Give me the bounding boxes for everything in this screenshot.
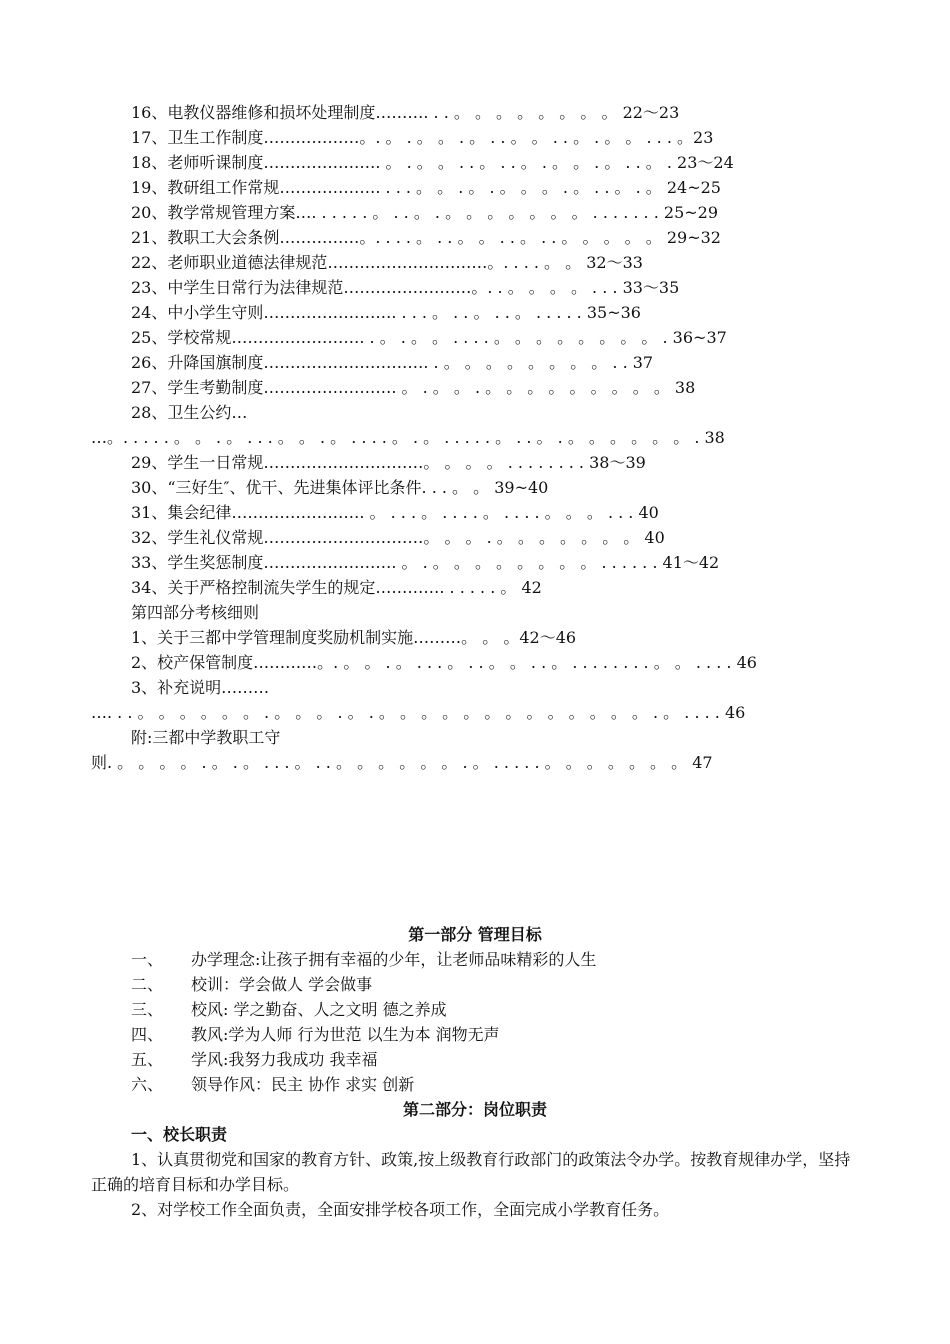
toc-entry: 3、补充说明………: [131, 678, 270, 697]
toc-entry: 19、教研组工作常规………………. . . . 。 。 . 。 . 。 。 。 . 。 . . 。 . 。 24~25: [131, 178, 721, 197]
goal-item: [0, 972, 950, 997]
toc-entry: 34、关于严格控制流失学生的规定…………. . . . . . 。 42: [131, 578, 542, 597]
toc-section-heading: 第四部分考核细则: [131, 603, 260, 622]
toc-entry: 29、学生一日常规…………………………。 。 。 。 . . . . . . . . 38～39: [131, 453, 646, 472]
toc-entry: 16、电教仪器维修和损坏处理制度………. . . 。 。 。 。 。 。 。 。 22～23: [131, 103, 680, 122]
toc-entry: 33、学生奖惩制度……………………. 。 . 。 。 。 。 。 。 。 。 . . . . . . 41～42: [131, 553, 720, 572]
part2-subtitle: 一、校长职责: [131, 1125, 228, 1144]
goal-text: 领导作风：民主 协作 求实 创新: [191, 1075, 415, 1094]
toc-entry: 25、学校常规……………………. . 。 . 。 。 . . . . 。 。 。 。 。 。 。 。 . 36~37: [131, 328, 727, 347]
body-section: [0, 922, 950, 1222]
toc-entry: 31、集会纪律……………………. 。 . . . 。 . . . . 。 . . . . 。 。 。 . . . 40: [131, 503, 659, 522]
paragraph: 2、对学校工作全面负责，全面安排学校各项工作，全面完成小学教育任务。: [131, 1200, 670, 1219]
toc-entry-continuation: …. . . 。 。 。 。 。 。 . 。 。 。 . 。 . 。 。 。 。 。 。 。 。 。 。 。 。 。 . 。 . . . . 46: [91, 703, 746, 722]
toc-entry: 20、教学常规管理方案…. . . . . . 。 . . 。 . 。 。 。 。 。 。 。 . . . . . . . 25~29: [131, 203, 719, 222]
table-of-contents: [0, 100, 950, 775]
toc-entry: 27、学生考勤制度……………………. 。 . 。 。 . 。 。 。 。 。 。 。 。 。 38: [131, 378, 696, 397]
toc-entry: 26、升降国旗制度…………………………. . 。 。 。 。 。 。 。 。 . . 37: [131, 353, 654, 372]
toc-entry-continuation: 则. 。 。 。 。 . 。 . 。 . . . 。 . . 。 。 。 。 。 。 . 。 . . . . . 。 。 。 。 。 。 。 47: [91, 753, 713, 772]
toc-entry: 23、中学生日常行为法律规范……………………。. . 。 。 。 。 . . . 33～35: [131, 278, 680, 297]
toc-entry: 18、老师听课制度…………………. 。 . 。 。 . . 。 . . 。 . 。 。 . 。 . . 。 . 23～24: [131, 153, 734, 172]
goal-text: 校训：学会做人 学会做事: [191, 975, 373, 994]
toc-entry: 21、教职工大会条例……………。. . . . 。 . . 。 。 . . 。 . . 。 。 。 。 。 29~32: [131, 228, 721, 247]
goal-number: 二、: [131, 975, 164, 994]
goal-number: 六、: [131, 1075, 164, 1094]
goal-number: 四、: [131, 1025, 164, 1044]
toc-entry: 附:三都中学教职工守: [131, 728, 281, 747]
toc-entry: 24、中小学生守则……………………. . . . 。 . . 。 . . 。 . . . . . 35~36: [131, 303, 641, 322]
goal-item: [0, 1022, 950, 1047]
goal-text: 学风:我努力我成功 我幸福: [191, 1050, 378, 1069]
part1-title: 第一部分 管理目标: [408, 925, 542, 944]
paragraph: 1、认真贯彻党和国家的教育方针、政策,按上级教育行政部门的政策法令办学。按教育规律办学，坚持正确的培育目标和办学目标。: [91, 1150, 851, 1194]
goal-item: [0, 1072, 950, 1097]
goal-text: 校风: 学之勤奋、人之文明 德之养成: [191, 1000, 447, 1019]
goal-number: 一、: [131, 950, 164, 969]
toc-entry-continuation: …。. . . . . 。 。 . 。 . . . 。 。 . 。 . . . . 。 . 。 . . . . . 。 . . 。 . 。 。 。 。 。 。 . 38: [91, 428, 725, 447]
goal-number: 五、: [131, 1050, 164, 1069]
part2-title: 第二部分：岗位职责: [402, 1100, 547, 1119]
toc-entry: 22、老师职业道德法律规范…………………………。. . . . 。 。 32～33: [131, 253, 643, 272]
toc-entry: 1、关于三都中学管理制度奖励机制实施………。 。 。42～46: [131, 628, 577, 647]
toc-entry: 30、“三好生″、优干、先进集体评比条件. . . 。 。 39~40: [131, 478, 549, 497]
goal-text: 办学理念:让孩子拥有幸福的少年，让老师品味精彩的人生: [191, 950, 597, 969]
goal-item: [0, 1047, 950, 1072]
toc-entry: 17、卫生工作制度………………。. 。 . 。 。 . 。 . . 。 。 . . 。 . 。 。 . . . 。23: [131, 128, 714, 147]
goal-item: [0, 997, 950, 1022]
goal-text: 教风:学为人师 行为世范 以生为本 润物无声: [191, 1025, 500, 1044]
toc-entry: 32、学生礼仪常规…………………………。 。 。 . 。 。 。 。 。 。 。 40: [131, 528, 665, 547]
toc-entry: 28、卫生公约…: [131, 403, 248, 422]
goal-number: 三、: [131, 1000, 164, 1019]
goal-item: [0, 947, 950, 972]
toc-entry: 2、校产保管制度…………。. 。 。 . 。 . . . 。 . . 。 。 . . 。 . . . . . . . . 。 。 . . . . 46: [131, 653, 757, 672]
